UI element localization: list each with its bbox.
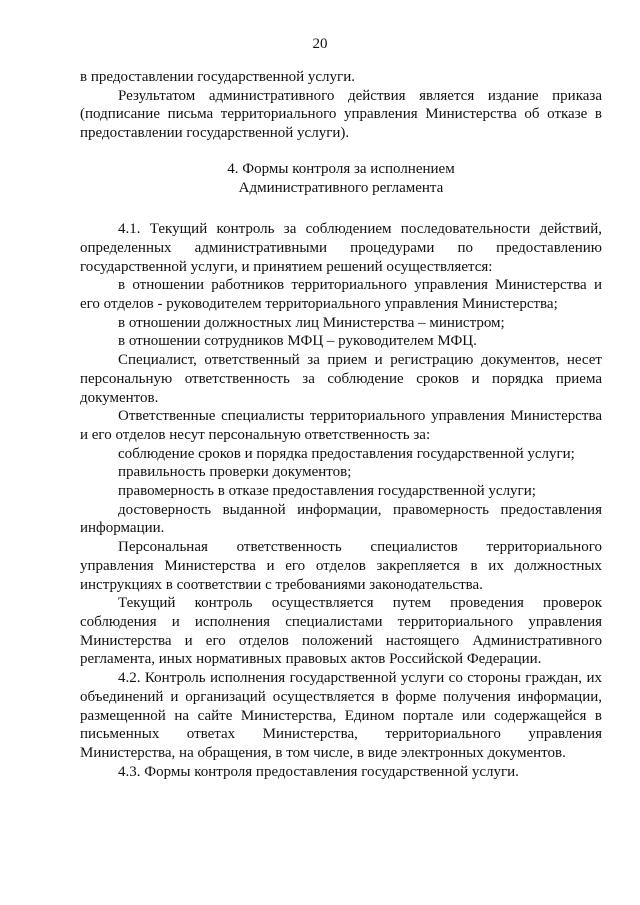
paragraph-workers: в отношении работников территориального управления Министерства и его отделов - руководителем территориального управления Министерства; <box>80 277 602 313</box>
paragraph-4-2: 4.2. Контроль исполнения государственной услуги со стороны граждан, их объединений и организаций осуществляется в форме получения информации, размещенной на сайте Министерства, Едином портале или содержащейся в письменных ответах Министерства, территориального управления Министерства, на обращения, в том числе, в виде электронных документов. <box>80 670 602 761</box>
paragraph-accuracy: достоверность выданной информации, правомерность предоставления информации. <box>80 501 602 537</box>
paragraph-correctness: правильность проверки документов; <box>118 464 352 481</box>
paragraph-officials: в отношении должностных лиц Министерства – министром; <box>118 314 505 331</box>
intro-continuation: в предоставлении государственной услуги. <box>80 69 355 85</box>
paragraph-responsible: Ответственные специалисты территориального управления Министерства и его отделов несут персональную ответственность за: <box>80 408 602 443</box>
paragraph-specialist: Специалист, ответственный за прием и регистрацию документов, несет персональную ответственность за соблюдение сроков и порядка приема документов. <box>80 352 602 406</box>
page-number: 20 <box>312 36 328 52</box>
section-heading <box>80 160 602 197</box>
paragraph-personal-responsibility: Персональная ответственность специалистов территориального управления Министерства и его отделов закрепляется в их должностных инструкциях в соответствии с требованиями законодательства. <box>80 539 602 593</box>
paragraph-current-control: Текущий контроль осуществляется путем проведения проверок соблюдения и исполнения специалистами территориального управления Министерства и его отделов положений настоящего Административного регламента, иных нормативных правовых актов Российской Федерации. <box>80 595 602 668</box>
intro-result-paragraph: Результатом административного действия является издание приказа (подписание письма территориального управления Министерства об отказе в предоставлении государственной услуги). <box>80 87 602 142</box>
paragraph-deadlines: соблюдение сроков и порядка предоставления государственной услуги; <box>118 445 575 462</box>
document-body <box>80 68 602 781</box>
paragraph-lawfulness: правомерность в отказе предоставления государственной услуги; <box>118 483 536 500</box>
paragraph-4-1: 4.1. Текущий контроль за соблюдением последовательности действий, определенных административными процедурами по предоставлению государственной услуги, и принятием решений осуществляется: <box>80 221 602 275</box>
section-heading-line2: Административного регламента <box>238 179 444 196</box>
section-heading-line1: 4. Формы контроля за исполнением <box>227 160 455 177</box>
paragraph-4-3: 4.3. Формы контроля предоставления государственной услуги. <box>118 763 519 780</box>
paragraph-mfc: в отношении сотрудников МФЦ – руководителем МФЦ. <box>118 333 477 350</box>
